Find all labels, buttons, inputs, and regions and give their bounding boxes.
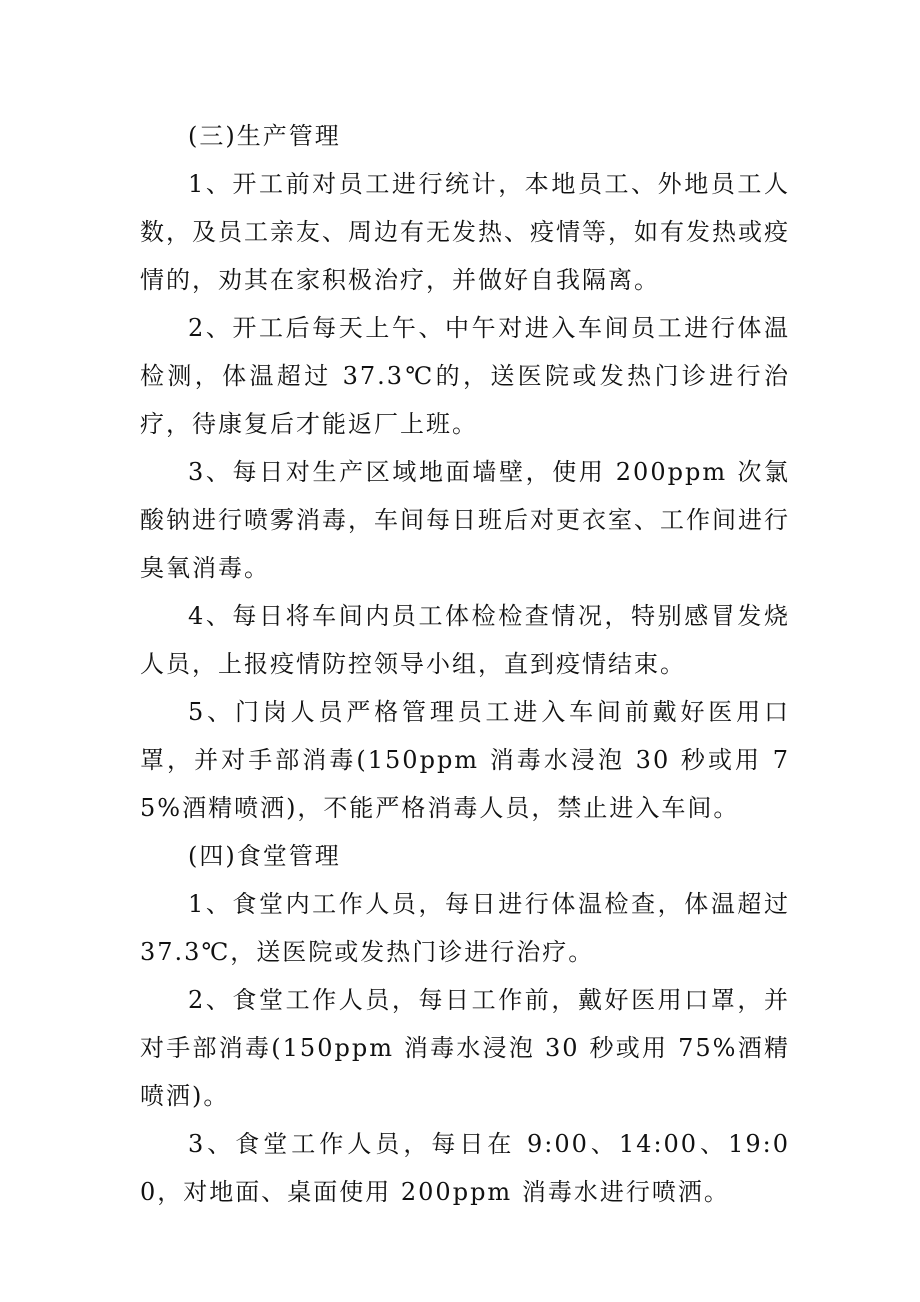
canteen-item-1: 1、食堂内工作人员，每日进行体温检查，体温超过 37.3℃，送医院或发热门诊进行治疗。 [140, 890, 790, 966]
document-body [140, 112, 790, 1216]
production-item-2: 2、开工后每天上午、中午对进入车间员工进行体温检测，体温超过 37.3℃的，送医院或发热门诊进行治疗，待康复后才能返厂上班。 [140, 314, 790, 438]
canteen-item-2: 2、食堂工作人员，每日工作前，戴好医用口罩，并对手部消毒(150ppm 消毒水浸泡 30 秒或用 75%酒精喷洒)。 [140, 986, 790, 1110]
production-item-5: 5、门岗人员严格管理员工进入车间前戴好医用口罩，并对手部消毒(150ppm 消毒水浸泡 30 秒或用 75%酒精喷洒)，不能严格消毒人员，禁止进入车间。 [140, 698, 790, 822]
production-item-4: 4、每日将车间内员工体检检查情况，特别感冒发烧人员，上报疫情防控领导小组，直到疫情结束。 [140, 602, 790, 678]
production-item-1: 1、开工前对员工进行统计，本地员工、外地员工人数，及员工亲友、周边有无发热、疫情等，如有发热或疫情的，劝其在家积极治疗，并做好自我隔离。 [140, 170, 790, 294]
section-heading-canteen: (四)食堂管理 [188, 842, 341, 870]
production-item-3: 3、每日对生产区域地面墙壁，使用 200ppm 次氯酸钠进行喷雾消毒，车间每日班后对更衣室、工作间进行臭氧消毒。 [140, 458, 790, 582]
canteen-item-3: 3、食堂工作人员，每日在 9:00、14:00、19:00，对地面、桌面使用 200ppm 消毒水进行喷洒。 [140, 1130, 790, 1206]
section-heading-production: (三)生产管理 [188, 122, 341, 150]
